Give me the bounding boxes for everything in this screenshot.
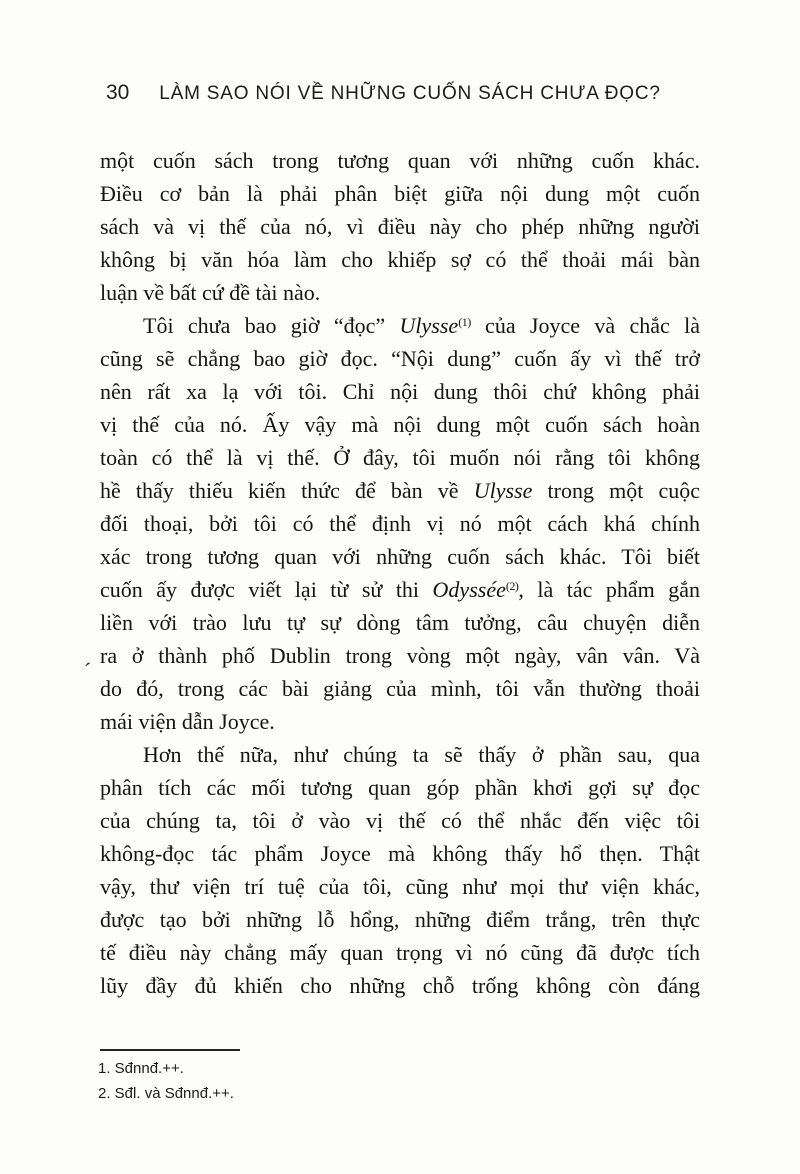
footnotes <box>98 1056 518 1106</box>
footnote-marker: (2) <box>505 579 519 593</box>
text-run: ra ở thành phố Dublin trong vòng một ngày, vân vân. Và <box>100 643 700 668</box>
text-run: được tạo bởi những lỗ hổng, những điểm trắng, trên thực <box>100 907 700 932</box>
text-run: lũy đầy đủ khiến cho những chỗ trống không còn đáng <box>100 973 700 998</box>
text-run: toàn có thể là vị thế. Ở đây, tôi muốn nói rằng tôi không <box>100 445 700 470</box>
text-run: của Joyce và chắc là <box>470 313 700 338</box>
text-run: Hơn thế nữa, như chúng ta sẽ thấy ở phần sau, qua <box>143 742 700 767</box>
text-run: vậy, thư viện trí tuệ của tôi, cũng như mọi thư viện khác, <box>100 874 700 899</box>
book-title-italic: Ulysse <box>399 313 459 338</box>
text-line <box>100 540 700 573</box>
text-run: mái viện dẫn Joyce. <box>100 709 275 734</box>
text-run: Tôi chưa bao giờ “đọc” <box>143 313 400 338</box>
text-line <box>100 276 700 309</box>
body-text <box>100 144 700 1002</box>
text-run: xác trong tương quan với những cuốn sách khác. Tôi biết <box>100 544 700 569</box>
text-line <box>100 672 700 705</box>
text-line <box>100 705 700 738</box>
text-line <box>100 606 700 639</box>
text-line <box>100 177 700 210</box>
footnote-item: 2. Sđl. và Sđnnđ.++. <box>98 1085 234 1102</box>
text-line <box>100 936 700 969</box>
footnote-marker: (1) <box>458 315 471 329</box>
text-run: không bị văn hóa làm cho khiếp sợ có thể thoải mái bàn <box>100 247 700 272</box>
text-run: trong một cuộc <box>532 478 700 503</box>
text-line <box>100 375 700 408</box>
text-line <box>100 210 700 243</box>
text-run: vị thế của nó. Ấy vậy mà nội dung một cuốn sách hoàn <box>100 412 700 437</box>
text-line <box>100 408 700 441</box>
text-line <box>100 804 700 837</box>
text-run: , là tác phẩm gắn <box>518 577 700 602</box>
text-run: liền với trào lưu tự sự dòng tâm tưởng, câu chuyện diễn <box>100 610 700 635</box>
text-run: luận về bất cứ đề tài nào. <box>100 280 321 305</box>
page-number: 30 <box>106 81 130 104</box>
text-run: đối thoại, bởi tôi có thể định vị nó một cách khá chính <box>100 511 700 536</box>
text-line <box>100 639 700 672</box>
text-line <box>100 738 700 771</box>
text-run: phân tích các mối tương quan góp phần khơi gợi sự đọc <box>100 775 700 800</box>
text-line <box>100 573 700 606</box>
text-line <box>100 870 700 903</box>
book-title-italic: Ulysse <box>473 478 533 503</box>
text-line <box>100 507 700 540</box>
text-line <box>100 903 700 936</box>
margin-scan-artifact: ´ <box>84 658 92 683</box>
running-title: LÀM SAO NÓI VỀ NHỮNG CUỐN SÁCH CHƯA ĐỌC? <box>159 83 661 104</box>
text-run: tế điều này chẳng mấy quan trọng vì nó cũng đã được tích <box>100 940 700 965</box>
text-run: của chúng ta, tôi ở vào vị thế có thể nhắc đến việc tôi <box>100 808 700 833</box>
text-run: cũng sẽ chẳng bao giờ đọc. “Nội dung” cuốn ấy vì thế trở <box>100 346 700 371</box>
text-run: hề thấy thiếu kiến thức để bàn về <box>100 478 474 503</box>
book-title-italic: Odyssée <box>432 577 506 602</box>
text-run: cuốn ấy được viết lại từ sử thi <box>100 577 433 602</box>
footnote-separator <box>100 1049 240 1051</box>
text-run: sách và vị thế của nó, vì điều này cho phép những người <box>100 214 700 239</box>
text-line <box>100 309 700 342</box>
text-line <box>100 243 700 276</box>
text-run: không-đọc tác phẩm Joyce mà không thấy hổ thẹn. Thật <box>100 841 700 866</box>
text-run: Điều cơ bản là phải phân biệt giữa nội dung một cuốn <box>100 181 700 206</box>
text-line <box>100 474 700 507</box>
text-line <box>100 144 700 177</box>
text-run: một cuốn sách trong tương quan với những cuốn khác. <box>100 148 700 173</box>
text-run: do đó, trong các bài giảng của mình, tôi vẫn thường thoải <box>100 676 700 701</box>
text-line <box>100 969 700 1002</box>
text-line <box>100 771 700 804</box>
text-line <box>100 441 700 474</box>
text-run: nên rất xa lạ với tôi. Chỉ nội dung thôi chứ không phải <box>100 379 700 404</box>
text-line <box>100 837 700 870</box>
footnote-item: 1. Sđnnđ.++. <box>98 1060 184 1077</box>
text-line <box>100 342 700 375</box>
